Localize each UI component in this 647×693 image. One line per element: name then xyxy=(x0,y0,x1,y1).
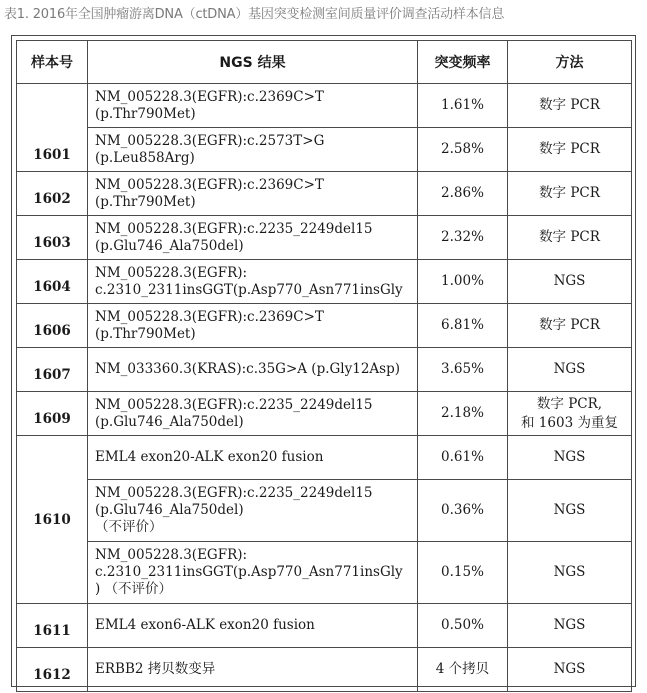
mutation-frequency: 6.81% xyxy=(418,304,508,348)
mutation-frequency: 1.00% xyxy=(418,260,508,304)
method: 数字 PCR, 和 1603 为重复 xyxy=(508,392,632,436)
sample-id: 1601 xyxy=(17,84,88,172)
sample-id: 1606 xyxy=(17,304,88,348)
table-row xyxy=(17,392,632,436)
ngs-result: EML4 exon20-ALK exon20 fusion xyxy=(88,436,418,480)
method: NGS xyxy=(508,648,632,692)
method: 数字 PCR xyxy=(508,216,632,260)
table-row xyxy=(17,648,632,692)
ngs-result: NM_005228.3(EGFR):c.2235_2249del15 (p.Glu746_Ala750del) xyxy=(88,392,418,436)
mutation-frequency: 2.32% xyxy=(418,216,508,260)
method: 数字 PCR xyxy=(508,304,632,348)
ngs-result: NM_005228.3(EGFR):c.2573T>G (p.Leu858Arg) xyxy=(88,128,418,172)
table-row xyxy=(17,480,632,542)
sample-id: 1612 xyxy=(17,648,88,692)
mutation-frequency: 0.50% xyxy=(418,604,508,648)
header-freq: 突变频率 xyxy=(418,41,508,84)
table-row xyxy=(17,348,632,392)
ngs-result: NM_005228.3(EGFR): c.2310_2311insGGT(p.Asp770_Asn771insGly ) （不评价） xyxy=(88,542,418,604)
sample-id: 1609 xyxy=(17,392,88,436)
table-row xyxy=(17,172,632,216)
header-method: 方法 xyxy=(508,41,632,84)
ngs-result: NM_005228.3(EGFR):c.2235_2249del15 (p.Glu746_Ala750del) （不评价） xyxy=(88,480,418,542)
mutation-frequency: 2.18% xyxy=(418,392,508,436)
mutation-frequency: 1.61% xyxy=(418,84,508,128)
mutation-frequency: 2.58% xyxy=(418,128,508,172)
table-row xyxy=(17,436,632,480)
mutation-frequency: 2.86% xyxy=(418,172,508,216)
header-result: NGS 结果 xyxy=(88,41,418,84)
mutation-frequency: 3.65% xyxy=(418,348,508,392)
ngs-result: NM_005228.3(EGFR):c.2369C>T (p.Thr790Met) xyxy=(88,84,418,128)
ngs-result: NM_005228.3(EGFR):c.2235_2249del15 (p.Glu746_Ala750del) xyxy=(88,216,418,260)
sample-id: 1603 xyxy=(17,216,88,260)
method: NGS xyxy=(508,604,632,648)
method: NGS xyxy=(508,260,632,304)
sample-id: 1610 xyxy=(17,436,88,604)
method: 数字 PCR xyxy=(508,172,632,216)
sample-id: 1602 xyxy=(17,172,88,216)
table-row xyxy=(17,84,632,128)
table-row xyxy=(17,216,632,260)
mutation-frequency: 0.36% xyxy=(418,480,508,542)
sample-id: 1607 xyxy=(17,348,88,392)
method: NGS xyxy=(508,480,632,542)
sample-id: 1604 xyxy=(17,260,88,304)
header-row xyxy=(17,41,632,84)
ngs-result: ERBB2 拷贝数变异 xyxy=(88,648,418,692)
mutation-frequency: 4 个拷贝 xyxy=(418,648,508,692)
sample-info-table xyxy=(16,40,632,692)
method: NGS xyxy=(508,542,632,604)
ngs-result: EML4 exon6-ALK exon20 fusion xyxy=(88,604,418,648)
ngs-result: NM_005228.3(EGFR):c.2369C>T (p.Thr790Met) xyxy=(88,172,418,216)
table-caption: 表1. 2016年全国肿瘤游离DNA（ctDNA）基因突变检测室间质量评价调查活动样本信息 xyxy=(4,7,505,22)
table-row xyxy=(17,604,632,648)
table-row xyxy=(17,128,632,172)
method: 数字 PCR xyxy=(508,128,632,172)
mutation-frequency: 0.61% xyxy=(418,436,508,480)
method: NGS xyxy=(508,436,632,480)
ngs-result: NM_005228.3(EGFR):c.2369C>T (p.Thr790Met) xyxy=(88,304,418,348)
header-sample: 样本号 xyxy=(17,41,88,84)
sample-id: 1611 xyxy=(17,604,88,648)
ngs-result: NM_033360.3(KRAS):c.35G>A (p.Gly12Asp) xyxy=(88,348,418,392)
table-row xyxy=(17,542,632,604)
ngs-result: NM_005228.3(EGFR): c.2310_2311insGGT(p.Asp770_Asn771insGly xyxy=(88,260,418,304)
method: 数字 PCR xyxy=(508,84,632,128)
table-row xyxy=(17,304,632,348)
mutation-frequency: 0.15% xyxy=(418,542,508,604)
method: NGS xyxy=(508,348,632,392)
table-row xyxy=(17,260,632,304)
